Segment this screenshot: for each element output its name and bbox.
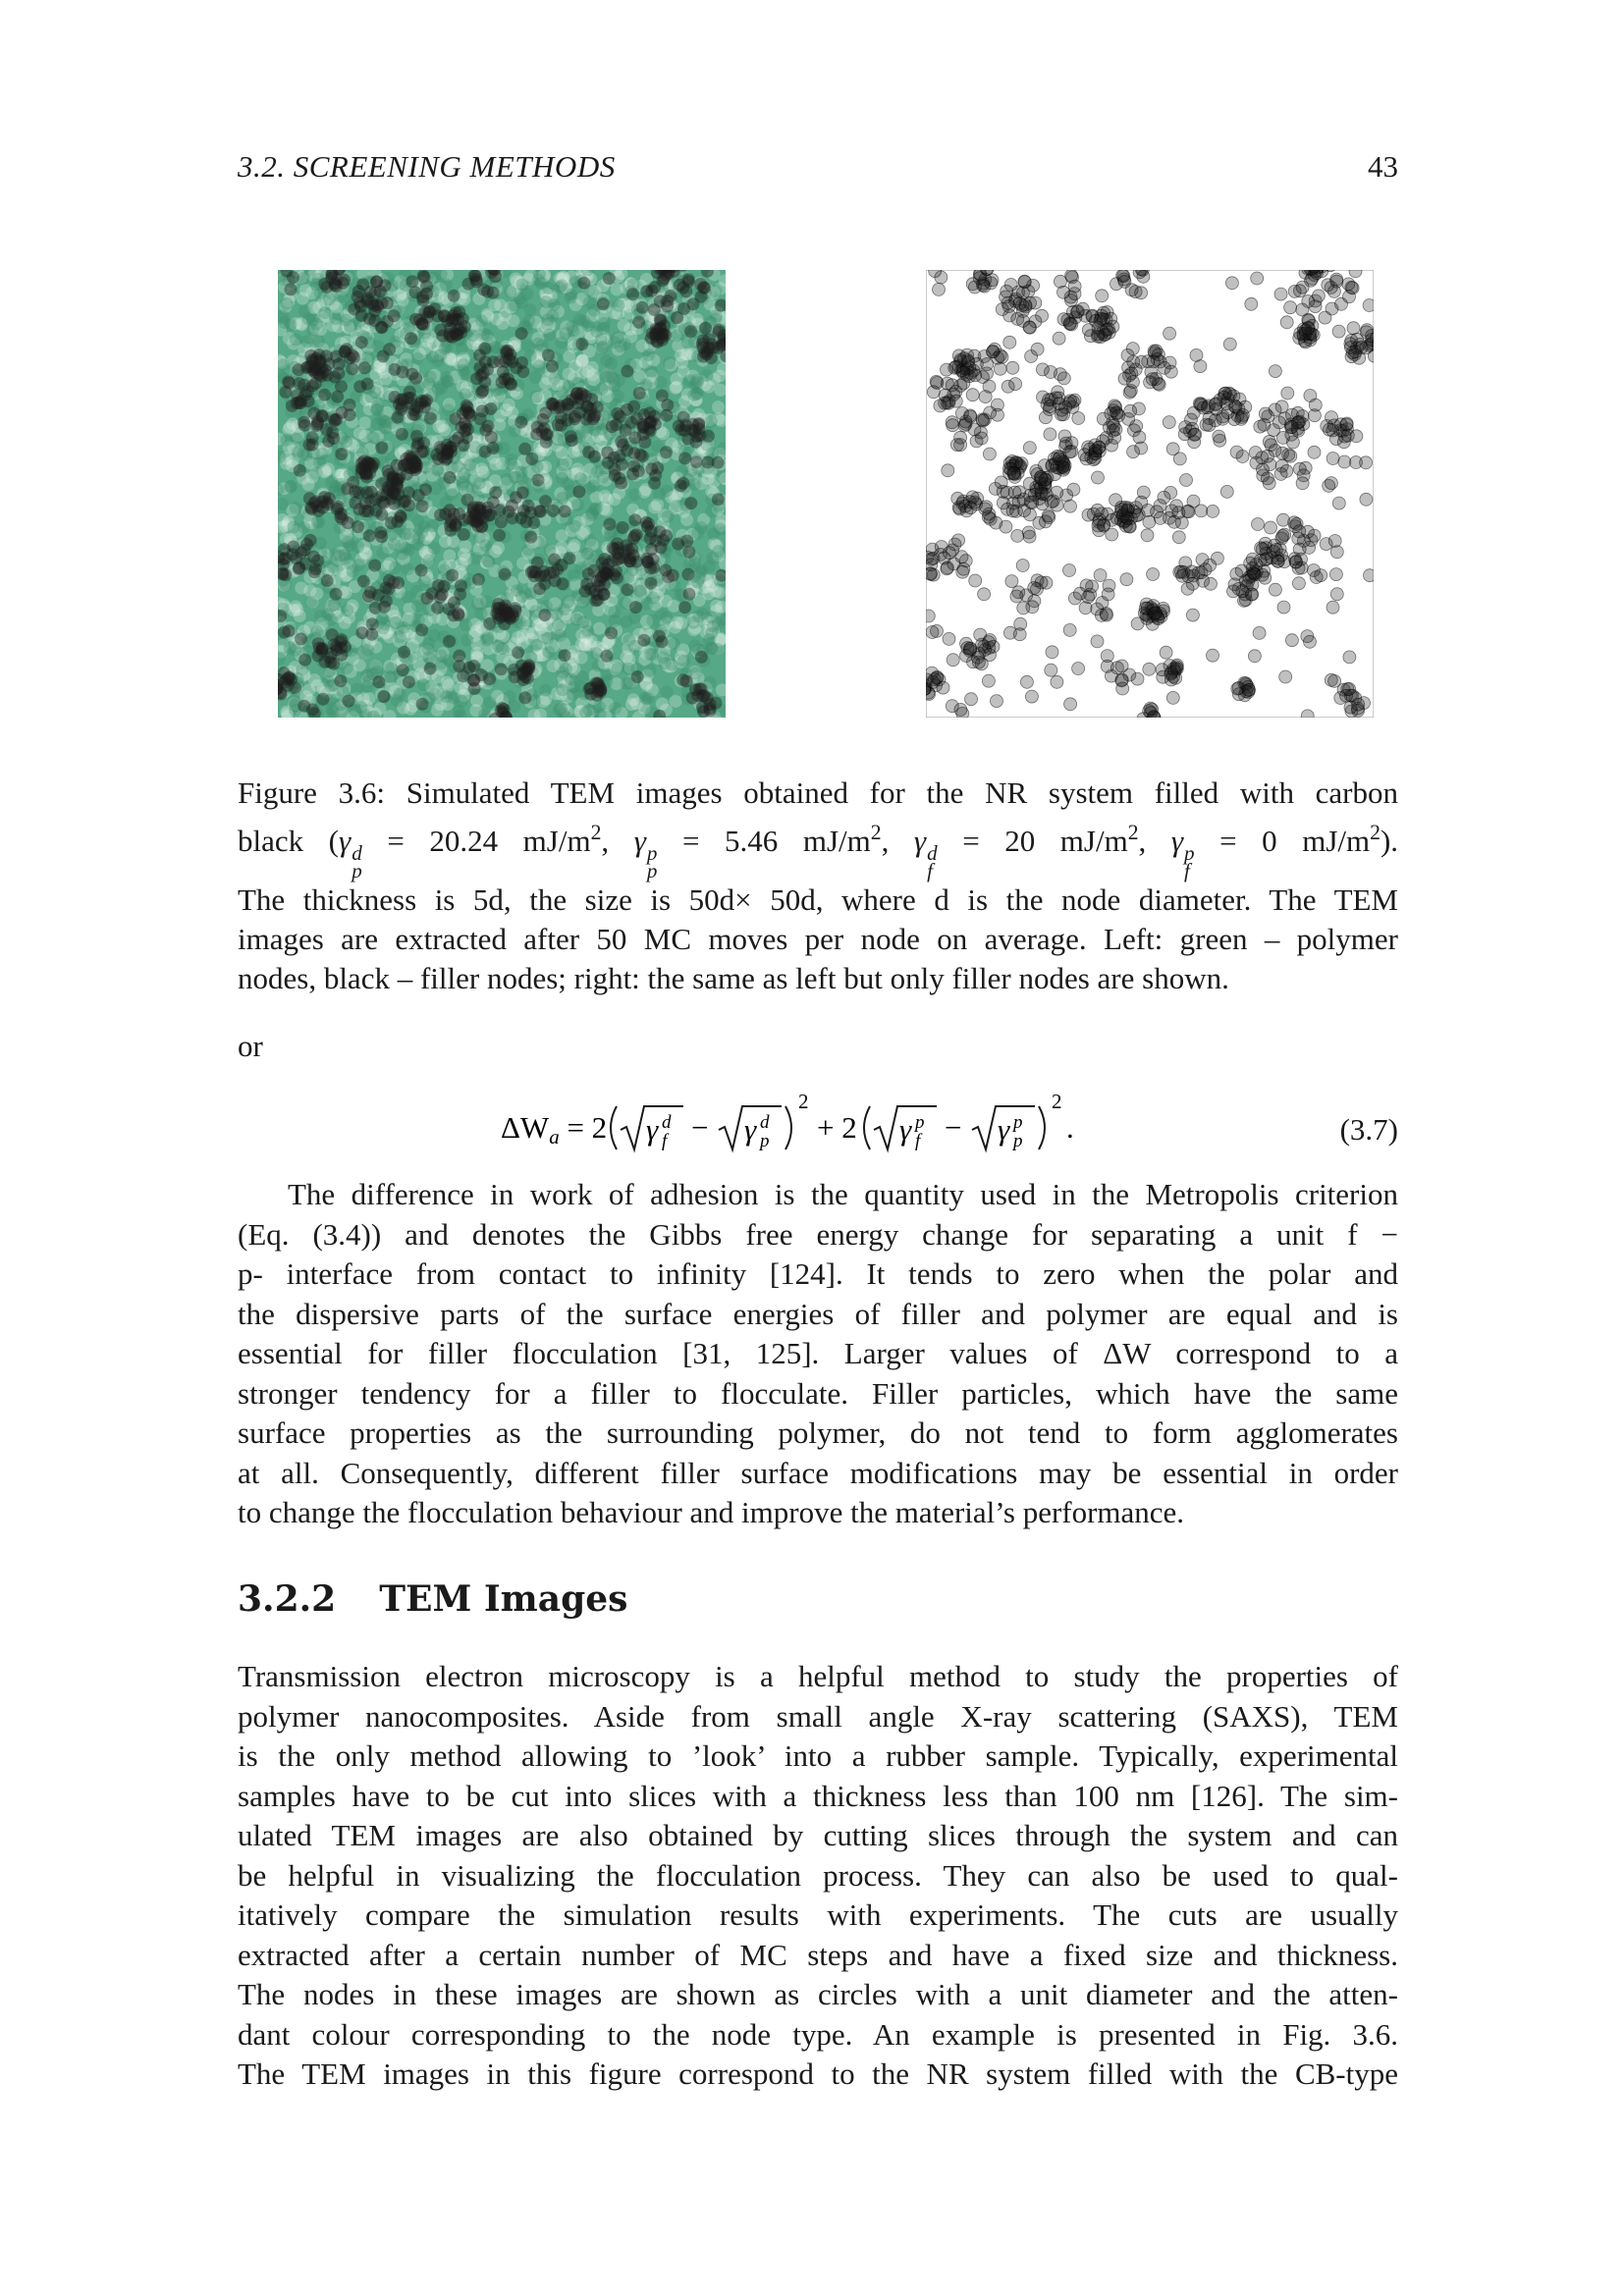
paragraph-line: dant colour corresponding to the node type. An example is presented in Fig. 3.6. xyxy=(238,2016,1398,2052)
paragraph-line: The difference in work of adhesion is the quantity used in the Metropolis criterion xyxy=(288,1177,1398,1211)
svg-text:γ: γ xyxy=(998,1112,1010,1147)
equation-lhs: ΔWa = 2 xyxy=(501,1110,608,1148)
tem-image-left-canvas xyxy=(278,270,726,718)
paragraph-line: p- interface from contact to infinity [124]. It tends to zero when the polar and xyxy=(238,1256,1398,1291)
paragraph-line: samples have to be cut into slices with a thickness less than 100 nm [126]. The sim- xyxy=(238,1778,1398,1813)
svg-text:γ: γ xyxy=(744,1112,757,1147)
section-heading xyxy=(238,1578,627,1620)
svg-text:p: p xyxy=(760,1131,770,1151)
paragraph-line: extracted after a certain number of MC steps and have a fixed size and thickness. xyxy=(238,1937,1398,1972)
paragraph-line: surface properties as the surrounding polymer, do not tend to form agglomerates xyxy=(238,1415,1398,1450)
paragraph-line: be helpful in visualizing the flocculation process. They can also be used to qual- xyxy=(238,1857,1398,1893)
paragraph-line: The nodes in these images are shown as circles with a unit diameter and the atten- xyxy=(238,1977,1398,2011)
paragraph-line: ulated TEM images are also obtained by cutting slices through the system and can xyxy=(238,1818,1398,1852)
running-header-section: 3.2. SCREENING METHODS xyxy=(238,149,616,184)
svg-text:d: d xyxy=(760,1112,770,1133)
svg-text:−: − xyxy=(691,1110,709,1145)
svg-text:p: p xyxy=(1013,1112,1023,1133)
paragraph-line: is the only method allowing to ’look’ into a rubber sample. Typically, experimental xyxy=(238,1738,1398,1773)
equation-number: (3.7) xyxy=(1339,1112,1398,1147)
paragraph-line: (Eq. (3.4)) and denotes the Gibbs free energy change for separating a unit f − xyxy=(238,1216,1398,1252)
tem-image-polymer-and-filler xyxy=(278,270,726,718)
svg-text:γ: γ xyxy=(899,1112,912,1147)
svg-text:.: . xyxy=(1066,1110,1074,1145)
paragraph-line: polymer nanocomposites. Aside from small angle X-ray scattering (SAXS), TEM xyxy=(238,1698,1398,1734)
caption-line: Figure 3.6: Simulated TEM images obtained for the NR system filled with carbon xyxy=(238,775,1398,810)
svg-text:d: d xyxy=(662,1112,672,1133)
paragraph-line: essential for filler flocculation [31, 125]. Larger values of ΔW correspond to a xyxy=(238,1336,1398,1370)
svg-text:f: f xyxy=(915,1131,921,1151)
svg-text:p: p xyxy=(915,1112,925,1133)
caption-line: nodes, black – filler nodes; right: the same as left but only filler nodes are shown. xyxy=(238,961,1229,996)
svg-text:−: − xyxy=(945,1110,962,1145)
equation-body xyxy=(501,1085,1247,1163)
paragraph-line: The TEM images in this figure correspond to the NR system filled with the CB-type xyxy=(238,2056,1398,2091)
page-number: 43 xyxy=(1368,149,1398,184)
svg-text:2: 2 xyxy=(798,1090,809,1113)
running-header xyxy=(238,149,1398,185)
section-title: TEM Images xyxy=(379,1578,628,1620)
equation-3-7 xyxy=(238,1085,1398,1163)
paragraph-line: at all. Consequently, different filler surface modifications may be essential in order xyxy=(238,1455,1398,1490)
section-number: 3.2.2 xyxy=(238,1578,337,1620)
connector-text: or xyxy=(238,1029,263,1063)
paragraph-line: the dispersive parts of the surface energies of filler and polymer are equal and is xyxy=(238,1296,1398,1331)
paragraph-work-of-adhesion xyxy=(238,1175,1398,1533)
svg-text:f: f xyxy=(662,1131,668,1151)
paragraph-line: itatively compare the simulation results with experiments. The cuts are usually xyxy=(238,1897,1398,1932)
svg-text:p: p xyxy=(1013,1131,1023,1151)
tem-image-filler-only xyxy=(926,270,1374,718)
paragraph-line: to change the flocculation behaviour and improve the material’s performance. xyxy=(238,1495,1185,1529)
paragraph-tem-images xyxy=(238,1657,1398,2095)
caption-line: The thickness is 5d, the size is 50d× 50d, where d is the node diameter. The TEM xyxy=(238,882,1398,918)
svg-text:+ 2: + 2 xyxy=(817,1110,857,1145)
figure-caption xyxy=(238,774,1398,998)
paragraph-line: stronger tendency for a filler to flocculate. Filler particles, which have the same xyxy=(238,1375,1398,1411)
tem-image-right-canvas xyxy=(926,270,1374,718)
caption-line-surface-energies: black (γ d p = 20.24 $mJ/m^2$, γ p p = 5.46 $mJ/m^2$, γ d f = 20 $mJ/m^2$, γ p f = 0 $mJ/m^2$). xyxy=(238,821,1399,883)
caption-line: images are extracted after 50 MC moves per node on average. Left: green – polymer xyxy=(238,922,1398,957)
svg-text:2: 2 xyxy=(1052,1090,1062,1113)
svg-text:γ: γ xyxy=(646,1112,659,1147)
paragraph-line: Transmission electron microscopy is a helpful method to study the properties of xyxy=(238,1659,1398,1693)
